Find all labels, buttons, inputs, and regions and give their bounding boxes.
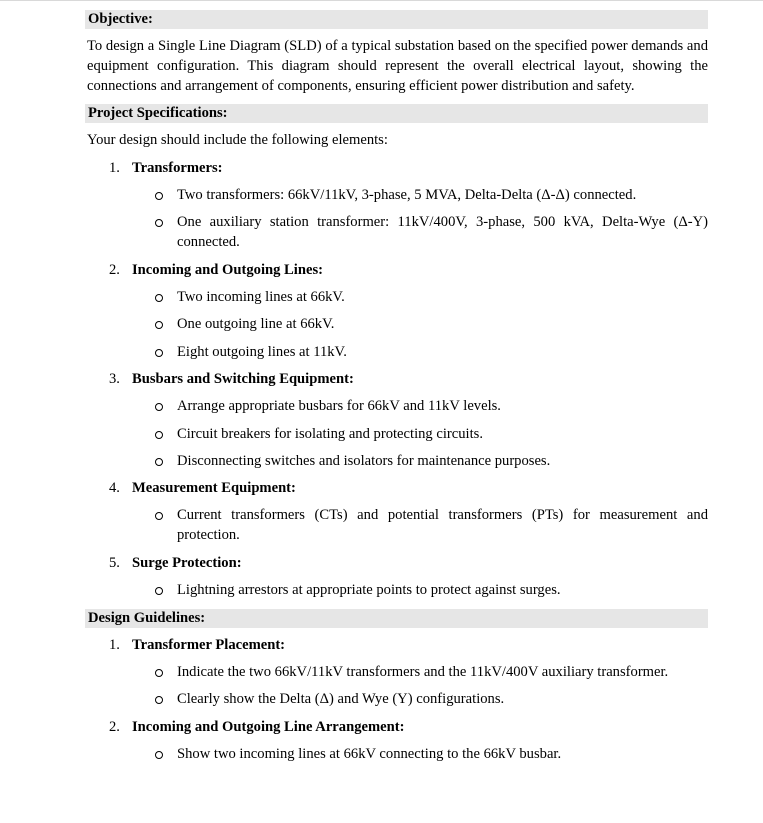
section-title-measurement: Measurement Equipment: xyxy=(132,480,296,496)
section-number: 4. xyxy=(109,480,120,496)
bullet-icon xyxy=(155,669,163,677)
bullet-icon xyxy=(155,219,163,227)
section-number: 1. xyxy=(109,637,120,653)
bullet-icon xyxy=(155,349,163,357)
list-item: Two transformers: 66kV/11kV, 3-phase, 5 MVA, Delta-Delta (Δ-Δ) connected. xyxy=(177,187,637,203)
objective-heading: Objective: xyxy=(85,10,708,29)
section-title-surge: Surge Protection: xyxy=(132,555,242,571)
objective-text: To design a Single Line Diagram (SLD) of a typical substation based on the specified power demands and equipment configuration. This diagram should represent the overall electrical layout, showing the connections and arrangement of components, ensuring efficient power distribution and safety. xyxy=(87,38,708,94)
section-number: 5. xyxy=(109,555,120,571)
list-item: Indicate the two 66kV/11kV transformers and the 11kV/400V auxiliary transformer. xyxy=(177,664,669,680)
bullet-icon xyxy=(155,403,163,411)
bullet-icon xyxy=(155,751,163,759)
section-number: 2. xyxy=(109,719,120,735)
bullet-icon xyxy=(155,294,163,302)
section-title-transformers: Transformers: xyxy=(132,160,223,176)
section-title-line-arrangement: Incoming and Outgoing Line Arrangement: xyxy=(132,719,405,735)
bullet-icon xyxy=(155,458,163,466)
section-number: 3. xyxy=(109,371,120,387)
list-item: One outgoing line at 66kV. xyxy=(177,316,335,332)
list-item: Circuit breakers for isolating and protecting circuits. xyxy=(177,426,483,442)
project-specifications-heading: Project Specifications: xyxy=(85,104,708,123)
list-item: Eight outgoing lines at 11kV. xyxy=(177,344,347,360)
section-title-busbars: Busbars and Switching Equipment: xyxy=(132,371,354,387)
bullet-icon xyxy=(155,696,163,704)
list-item: One auxiliary station transformer: 11kV/400V, 3-phase, 500 kVA, Delta-Wye (Δ-Y) connected. xyxy=(177,214,708,250)
list-item: Disconnecting switches and isolators for maintenance purposes. xyxy=(177,453,551,469)
list-item: Lightning arrestors at appropriate points to protect against surges. xyxy=(177,582,561,598)
bullet-icon xyxy=(155,512,163,520)
list-item: Two incoming lines at 66kV. xyxy=(177,289,345,305)
list-item: Arrange appropriate busbars for 66kV and 11kV levels. xyxy=(177,398,501,414)
bullet-icon xyxy=(155,192,163,200)
section-title-transformer-placement: Transformer Placement: xyxy=(132,637,286,653)
specs-intro: Your design should include the following elements: xyxy=(87,132,388,148)
list-item: Show two incoming lines at 66kV connecting to the 66kV busbar. xyxy=(177,746,562,762)
list-item: Clearly show the Delta (Δ) and Wye (Y) configurations. xyxy=(177,691,505,707)
top-border xyxy=(0,0,763,1)
bullet-icon xyxy=(155,431,163,439)
section-number: 2. xyxy=(109,262,120,278)
section-number: 1. xyxy=(109,160,120,176)
design-guidelines-heading: Design Guidelines: xyxy=(85,609,708,628)
bullet-icon xyxy=(155,587,163,595)
bullet-icon xyxy=(155,321,163,329)
section-title-lines: Incoming and Outgoing Lines: xyxy=(132,262,323,278)
list-item: Current transformers (CTs) and potential transformers (PTs) for measurement and protection. xyxy=(177,507,708,543)
